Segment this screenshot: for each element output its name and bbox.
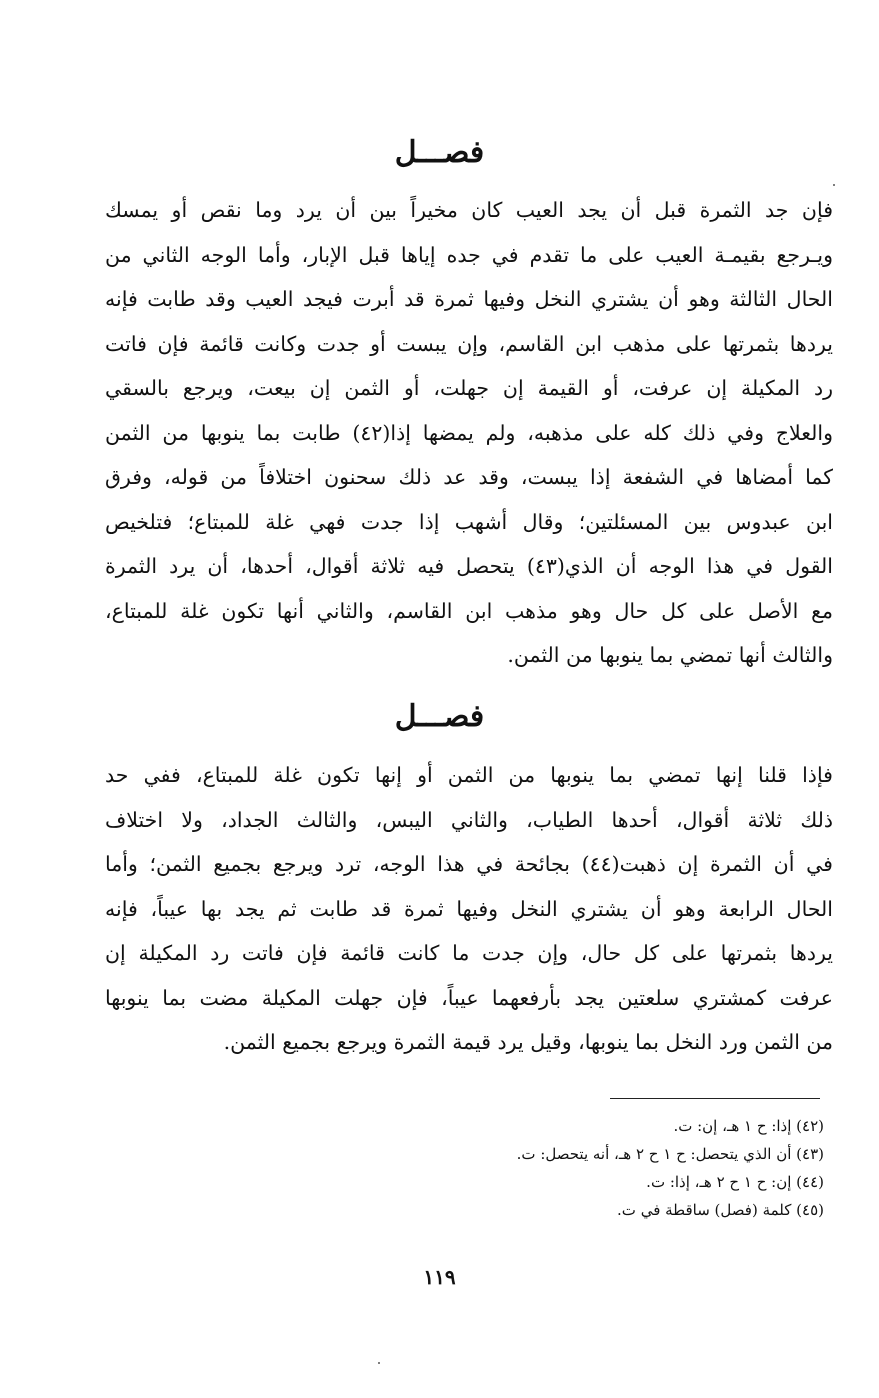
text-line: يردها بثمرتها على كل حال، وإن جدت ما كانت قائمة فإن فاتت رد المكيلة إن bbox=[105, 941, 833, 965]
text-line: ويـرجع بقيمـة العيب على ما تقدم في جده إياها قبل الإبار، وأما الوجه الثاني من bbox=[105, 242, 833, 267]
text-line: ذلك ثلاثة أقوال، أحدها الطياب، والثاني اليبس، والثالث الجداد، ولا اختلاف bbox=[105, 807, 833, 832]
text-line: يردها بثمرتها على مذهب ابن القاسم، وإن يبست أو جدت وكانت قائمة فإن فاتت bbox=[105, 331, 833, 356]
text-line: الحال الثالثة وهو أن يشتري النخل وفيها ثمرة قد أبرت فيجد العيب وقد طابت فإنه bbox=[105, 287, 833, 311]
text-line: والثالث أنها تمضي بما ينوبها من الثمن. bbox=[507, 643, 833, 667]
text-line: القول في هذا الوجه أن الذي(٤٣) يتحصل فيه ثلاثة أقوال، أحدها، أن يرد الثمرة bbox=[105, 554, 833, 578]
scan-speck bbox=[833, 184, 835, 186]
footnotes bbox=[300, 1112, 824, 1224]
text-line: رد المكيلة إن عرفت، أو القيمة إن جهلت، أو الثمن إن بيعت، ويرجع بالسقي bbox=[105, 376, 833, 400]
scan-speck bbox=[378, 1362, 380, 1364]
text-line: الحال الرابعة وهو أن يشتري النخل وفيها ثمرة قد طابت ثم يجد بها عيباً، فإنه bbox=[105, 896, 833, 921]
text-line: كما أمضاها في الشفعة إذا يبست، وقد عد ذلك سحنون اختلافاً من قوله، وفرق bbox=[105, 465, 833, 489]
section-body bbox=[105, 188, 833, 678]
footnote: (٤٤) إن: ح ١ ح ٢ هـ، إذا: ت. bbox=[646, 1173, 824, 1191]
text-line: مع الأصل على كل حال وهو مذهب ابن القاسم، والثاني أنها تكون غلة للمبتاع، bbox=[105, 598, 833, 623]
footnote: (٤٣) أن الذي يتحصل: ح ١ ح ٢ هـ، أنه يتحصل: ت. bbox=[516, 1145, 824, 1163]
section-heading: فصـــل bbox=[394, 135, 485, 170]
text-line: من الثمن ورد النخل بما ينوبها، وقيل يرد قيمة الثمرة ويرجع بجميع الثمن. bbox=[223, 1030, 833, 1054]
footnote: (٤٥) كلمة (فصل) ساقطة في ت. bbox=[617, 1201, 824, 1219]
footnote: (٤٢) إذا: ح ١ هـ، إن: ت. bbox=[673, 1117, 824, 1135]
section-heading: فصـــل bbox=[394, 699, 485, 734]
text-line: ابن عبدوس بين المسئلتين؛ وقال أشهب إذا جدت فهي غلة للمبتاع؛ فتلخيص bbox=[105, 509, 833, 534]
footnote-divider bbox=[610, 1098, 820, 1099]
page-number: ١١٩ bbox=[423, 1265, 456, 1289]
text-line: عرفت كمشتري سلعتين يجد بأرفعهما عيباً، فإن جهلت المكيلة مضت بما ينوبها bbox=[105, 985, 833, 1010]
text-line: والعلاج وفي ذلك كله على مذهبه، ولم يمضها إذا(٤٢) طابت بما ينوبها من الثمن bbox=[105, 420, 833, 445]
text-line: فإن جد الثمرة قبل أن يجد العيب كان مخيراً بين أن يرد وما نقص أو يمسك bbox=[105, 198, 833, 222]
section-body bbox=[105, 753, 833, 1065]
text-line: فإذا قلنا إنها تمضي بما ينوبها من الثمن أو إنها تكون غلة للمبتاع، ففي حد bbox=[105, 763, 833, 787]
text-line: في أن الثمرة إن ذهبت(٤٤) بجائحة في هذا الوجه، ترد ويرجع بجميع الثمن؛ وأما bbox=[105, 852, 833, 876]
